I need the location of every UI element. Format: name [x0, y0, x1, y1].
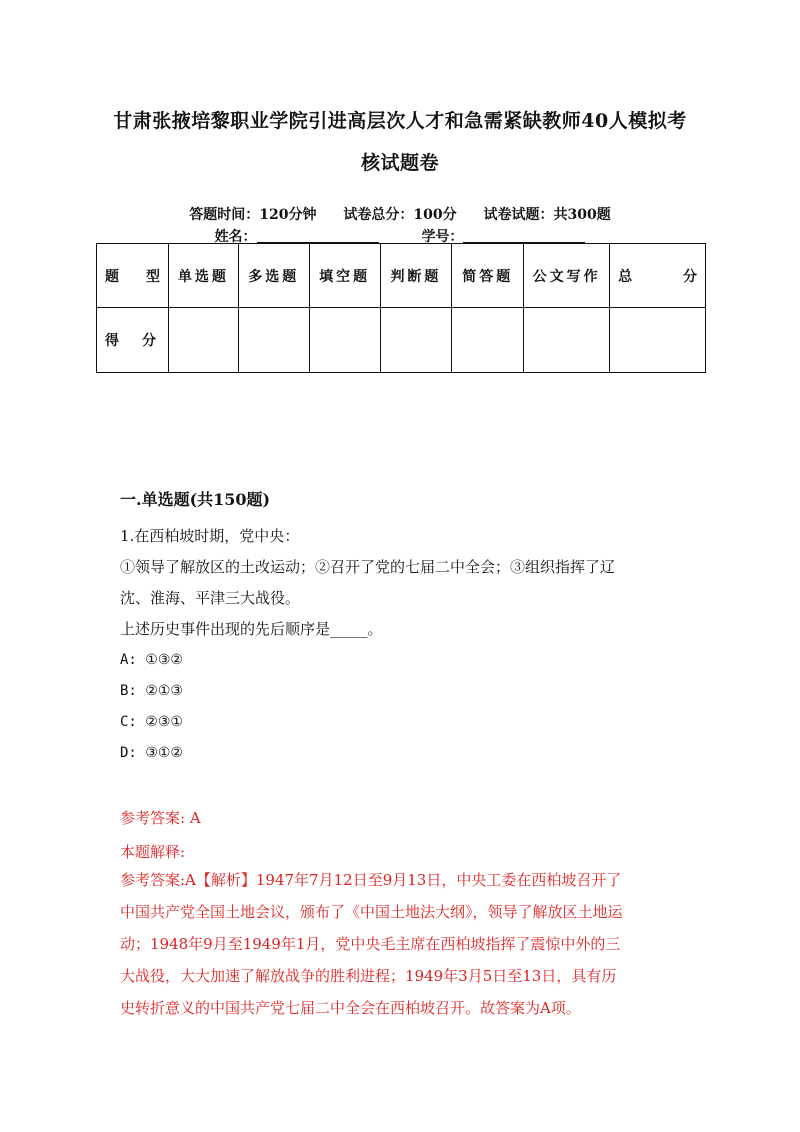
score-cell[interactable] — [380, 308, 452, 373]
option-c[interactable]: C: ②③① — [120, 714, 183, 730]
cell-total: 总 分 — [610, 244, 706, 308]
cell-score-label: 得 分 — [97, 308, 169, 373]
cell-short-answer: 简答题 — [452, 244, 524, 308]
question-stem: 沈、淮海、平津三大战役。 — [120, 589, 301, 607]
section-title: 一.单选题(共150题) — [120, 490, 271, 509]
page-title-line-2: 核试题卷 — [360, 152, 439, 174]
cell-official-writing: 公文写作 — [524, 244, 610, 308]
reference-answer: 参考答案: A — [120, 809, 201, 827]
explanation-line: 参考答案:A【解析】1947年7月12日至9月13日，中央工委在西柏坡召开了 — [120, 871, 622, 889]
score-cell[interactable] — [238, 308, 309, 373]
cell-true-false: 判断题 — [380, 244, 452, 308]
score-cell[interactable] — [610, 308, 706, 373]
question-stem: ①领导了解放区的土改运动；②召开了党的七届二中全会；③组织指挥了辽 — [120, 558, 616, 576]
name-blank[interactable] — [257, 228, 379, 243]
explanation-line: 大战役，大大加速了解放战争的胜利进程；1949年3月5日至13日，具有历 — [120, 967, 617, 985]
score-cell[interactable] — [168, 308, 238, 373]
name-label: 姓名： — [214, 229, 257, 245]
explanation-line: 中国共产党全国土地会议，颁布了《中国土地法大纲》，领导了解放区土地运 — [120, 903, 623, 921]
exam-total-score: 试卷总分：100分 — [343, 207, 457, 223]
exam-question-count: 试卷试题：共300题 — [483, 207, 611, 223]
score-table — [96, 243, 706, 373]
explanation-line: 动；1948年9月至1949年1月，党中央毛主席在西柏坡指挥了震惊中外的三 — [120, 935, 621, 953]
score-cell[interactable] — [452, 308, 524, 373]
question-stem: 上述历史事件出现的先后顺序是_____。 — [120, 620, 383, 638]
student-id-blank[interactable] — [463, 228, 585, 243]
option-b[interactable]: B: ②①③ — [120, 683, 183, 699]
cell-fill-blank: 填空题 — [309, 244, 380, 308]
option-a[interactable]: A: ①③② — [120, 652, 183, 668]
explanation — [120, 864, 690, 1024]
score-cell[interactable] — [524, 308, 610, 373]
question-stem: 1.在西柏坡时期，党中央： — [120, 527, 300, 545]
score-table-header-row — [97, 244, 706, 308]
cell-single-choice: 单选题 — [168, 244, 238, 308]
option-d[interactable]: D: ③①② — [120, 745, 183, 761]
score-table-score-row — [97, 308, 706, 373]
page-title-line-1: 甘肃张掖培黎职业学院引进高层次人才和急需紧缺教师40人模拟考 — [113, 110, 687, 132]
exam-time: 答题时间：120分钟 — [189, 207, 317, 223]
student-id-label: 学号： — [421, 229, 464, 245]
explanation-line: 史转折意义的中国共产党七届二中全会在西柏坡召开。故答案为A项。 — [120, 999, 581, 1017]
analysis-label: 本题解释: — [120, 843, 186, 861]
cell-multiple-choice: 多选题 — [238, 244, 309, 308]
score-cell[interactable] — [309, 308, 380, 373]
question-1 — [120, 521, 690, 769]
exam-meta-row — [0, 204, 800, 224]
cell-question-type: 题 型 — [97, 244, 169, 308]
